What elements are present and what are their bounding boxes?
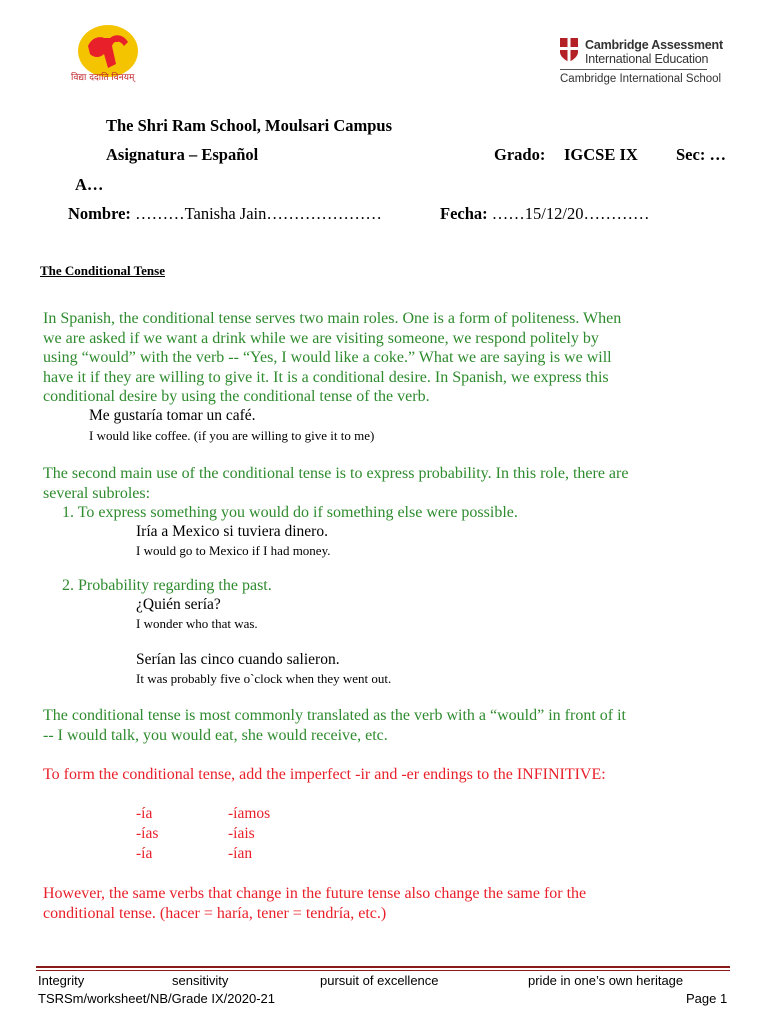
intro-paragraph	[43, 309, 621, 407]
second-use-line: several subroles:	[43, 484, 151, 502]
second-use-paragraph	[43, 464, 628, 503]
example1-english: I would like coffee. (if you are willing to give it to me)	[89, 428, 375, 443]
intro-line: have it if they are willing to give it. It is a conditional desire. In Spanish, we express this	[43, 368, 609, 386]
list-item-2b-english: It was probably five o`clock when they went out.	[136, 671, 392, 686]
footer-divider	[36, 966, 730, 968]
second-use-line: The second main use of the conditional tense is to express probability. In this role, there are	[43, 465, 629, 482]
list-item-2a-spanish: ¿Quién sería?	[136, 596, 221, 613]
logo-tagline: विद्या ददाति विनयम्	[71, 73, 135, 83]
translation-paragraph	[43, 706, 626, 745]
section-continued: A…	[75, 175, 104, 194]
subject: Asignatura – Español	[106, 145, 259, 164]
list-item-1: 1. To express something you would do if something else were possible.	[62, 504, 518, 521]
ending-el: -ía	[136, 845, 153, 862]
page-number: Page 1	[686, 991, 728, 1006]
footer-value-heritage: pride in one’s own heritage	[528, 973, 684, 988]
intro-line: In Spanish, the conditional tense serves two main roles. One is a form of politeness. When	[43, 310, 622, 327]
grade-label: Grado:	[494, 145, 546, 164]
date-line	[440, 204, 649, 224]
form-rule: To form the conditional tense, add the imperfect -ir and -er endings to the INFINITIVE:	[43, 766, 606, 783]
cambridge-shield-icon	[560, 38, 578, 62]
grade-value: IGCSE IX	[564, 145, 638, 164]
date-value: ……15/12/20…………	[491, 204, 650, 223]
list-item-1-spanish: Iría a Mexico si tuviera dinero.	[136, 523, 328, 540]
footer-divider-thin	[36, 970, 730, 971]
cambridge-line2: International Education	[585, 52, 709, 66]
however-line: conditional tense. (hacer = haría, tener = tendría, etc.)	[43, 904, 387, 922]
date-label: Fecha:	[440, 204, 488, 223]
ending-vosotros: -íais	[228, 825, 255, 842]
ending-tu: -ías	[136, 825, 159, 842]
footer-doc-id: TSRSm/worksheet/NB/Grade IX/2020-21	[38, 991, 275, 1006]
intro-line: conditional desire by using the conditional tense of the verb.	[43, 388, 430, 405]
intro-line: using “would” with the verb -- “Yes, I would like a coke.” What we are saying is we will	[43, 349, 612, 366]
footer-value-excellence: pursuit of excellence	[320, 973, 439, 988]
cambridge-divider	[560, 69, 707, 70]
school-name: The Shri Ram School, Moulsari Campus	[106, 116, 393, 135]
footer-value-sensitivity: sensitivity	[172, 973, 229, 988]
section-title: The Conditional Tense	[40, 263, 165, 278]
name-line	[68, 204, 382, 224]
however-line: However, the same verbs that change in the future tense also change the same for the	[43, 885, 587, 902]
list-item-2b-spanish: Serían las cinco cuando salieron.	[136, 651, 340, 668]
name-value: ………Tanisha Jain…………………	[135, 204, 382, 223]
section-label: Sec: …	[676, 145, 726, 164]
name-label: Nombre:	[68, 204, 131, 223]
cambridge-line3: Cambridge International School	[560, 73, 722, 85]
list-item-2: 2. Probability regarding the past.	[62, 577, 272, 594]
intro-line: we are asked if we want a drink while we are visiting someone, we respond politely by	[43, 329, 599, 347]
ending-ellos: -ían	[228, 845, 253, 862]
list-item-1-english: I would go to Mexico if I had money.	[136, 543, 331, 558]
however-paragraph	[43, 884, 586, 923]
example1-spanish: Me gustaría tomar un café.	[89, 407, 256, 424]
footer-value-integrity: Integrity	[38, 973, 85, 988]
ending-nosotros: -íamos	[228, 805, 271, 822]
ending-yo: -ía	[136, 805, 153, 822]
cambridge-line1: Cambridge Assessment	[585, 38, 723, 52]
translation-line: -- I would talk, you would eat, she would receive, etc.	[43, 726, 388, 744]
translation-line: The conditional tense is most commonly translated as the verb with a “would” in front of it	[43, 707, 626, 724]
list-item-2a-english: I wonder who that was.	[136, 616, 258, 631]
